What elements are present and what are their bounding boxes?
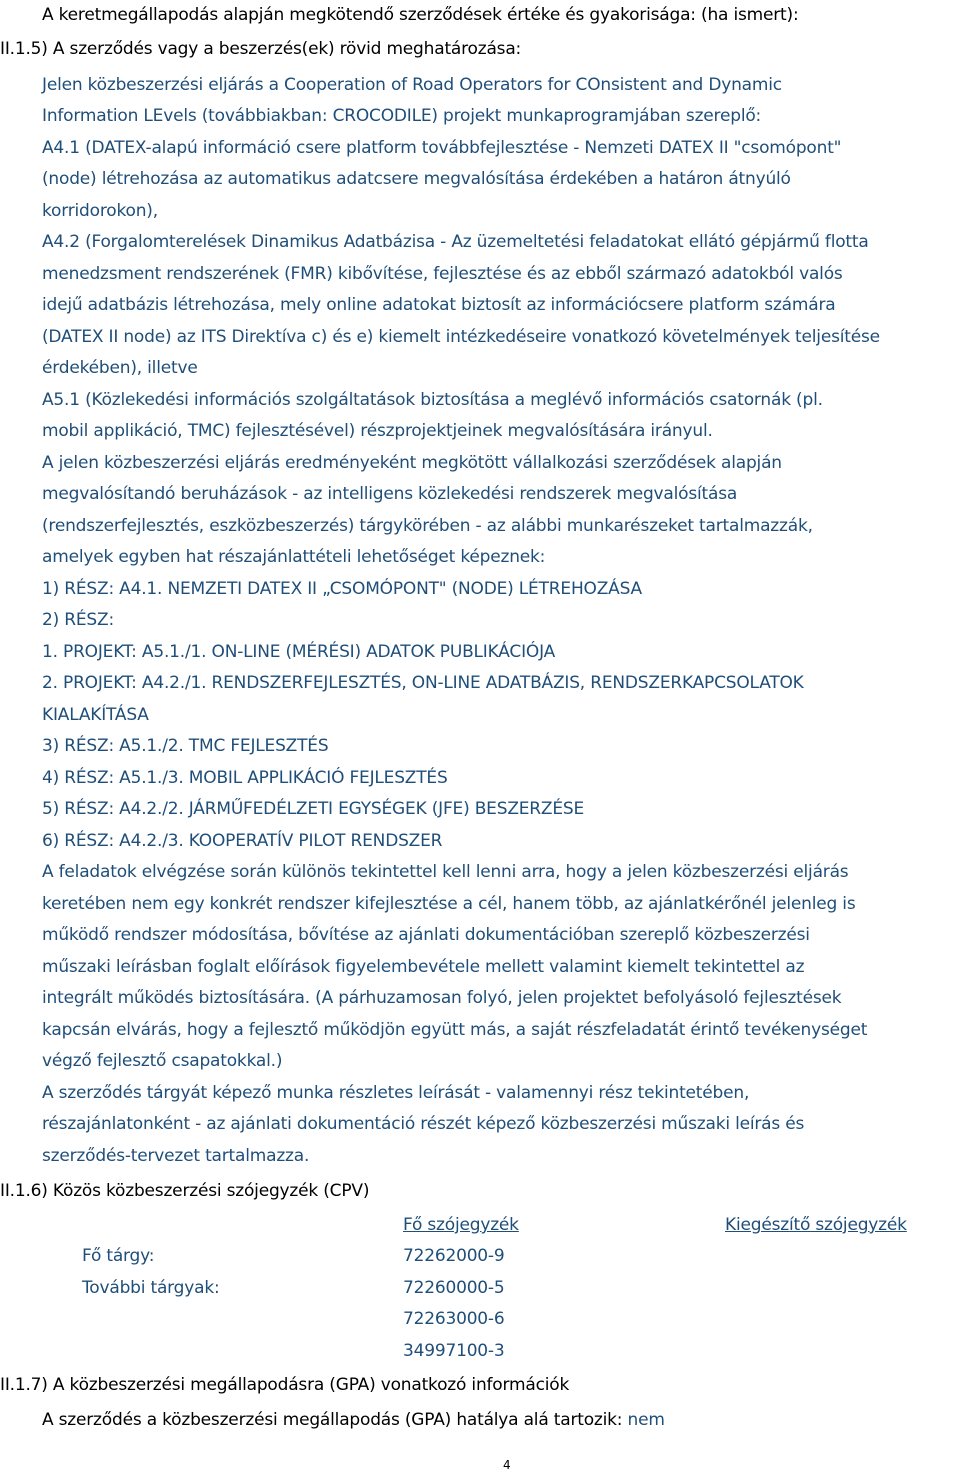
description-line: keretében nem egy konkrét rendszer kifejlesztése a cél, hanem több, az ajánlatkérőnél jelenleg is (42, 894, 856, 914)
description-line: korridorokon), (42, 201, 158, 221)
description-line: A feladatok elvégzése során különös tekintettel kell lenni arra, hogy a jelen közbeszerzési eljárás (42, 862, 849, 882)
lot-line: 2. PROJEKT: A4.2./1. RENDSZERFEJLESZTÉS, ON-LINE ADATBÁZIS, RENDSZERKAPCSOLATOK (42, 673, 804, 693)
section-heading-ii-1-5: II.1.5) A szerződés vagy a beszerzés(ek) rövid meghatározása: (0, 39, 522, 59)
cpv-main-object-label: Fő tárgy: (82, 1246, 155, 1266)
cpv-main-code: 72262000-9 (403, 1246, 505, 1266)
cpv-additional-objects-label: További tárgyak: (82, 1278, 220, 1298)
description-line: integrált működés biztosítására. (A párhuzamosan folyó, jelen projektet befolyásoló fejlesztések (42, 988, 842, 1008)
description-line: műszaki leírásban foglalt előírások figyelembevétele mellett valamint kiemelt tekintettel az (42, 957, 805, 977)
lot-line: 3) RÉSZ: A5.1./2. TMC FEJLESZTÉS (42, 736, 329, 756)
description-line: mobil applikáció, TMC) fejlesztésével) részprojektjeinek megvalósítására irányul. (42, 421, 713, 441)
cpv-supplementary-vocabulary-header: Kiegészítő szójegyzék (725, 1215, 907, 1235)
cpv-additional-code: 34997100-3 (403, 1341, 505, 1361)
description-line: A4.2 (Forgalomterelések Dinamikus Adatbázisa - Az üzemeltetési feladatokat ellátó gépjármű flotta (42, 232, 869, 252)
description-line: szerződés-tervezet tartalmazza. (42, 1146, 310, 1166)
description-line: Information LEvels (továbbiakban: CROCODILE) projekt munkaprogramjában szereplő: (42, 106, 762, 126)
lot-line: 2) RÉSZ: (42, 610, 114, 630)
description-line: (DATEX II node) az ITS Direktíva c) és e) kiemelt intézkedéseire vonatkozó követelmények teljesítése (42, 327, 880, 347)
description-line: A szerződés tárgyát képező munka részletes leírását - valamennyi rész tekintetében, (42, 1083, 750, 1103)
gpa-statement (42, 1409, 665, 1431)
framework-value-line: A keretmegállapodás alapján megkötendő szerződések értéke és gyakorisága: (ha ismert): (42, 5, 799, 25)
cpv-main-vocabulary-header: Fő szójegyzék (403, 1215, 519, 1235)
description-line: végző fejlesztő csapatokkal.) (42, 1051, 283, 1071)
cpv-additional-code: 72263000-6 (403, 1309, 505, 1329)
description-line: menedzsment rendszerének (FMR) kibővítése, fejlesztése és az ebből származó adatokból valós (42, 264, 843, 284)
lot-line: 6) RÉSZ: A4.2./3. KOOPERATÍV PILOT RENDSZER (42, 831, 443, 851)
lot-line: 1) RÉSZ: A4.1. NEMZETI DATEX II „CSOMÓPONT" (NODE) LÉTREHOZÁSA (42, 579, 642, 599)
description-line: idejű adatbázis létrehozása, mely online adatokat biztosít az információcsere platform számára (42, 295, 836, 315)
description-line: amelyek egyben hat részajánlattételi lehetőséget képeznek: (42, 547, 546, 567)
description-line: (node) létrehozása az automatikus adatcsere megvalósítása érdekében a határon átnyúló (42, 169, 791, 189)
lot-line: 1. PROJEKT: A5.1./1. ON-LINE (MÉRÉSI) ADATOK PUBLIKÁCIÓJA (42, 642, 556, 662)
description-line: érdekében), illetve (42, 358, 198, 378)
section-heading-ii-1-6: II.1.6) Közös közbeszerzési szójegyzék (CPV) (0, 1181, 370, 1201)
lot-line: KIALAKÍTÁSA (42, 705, 149, 725)
description-line: működő rendszer módosítása, bővítése az ajánlati dokumentációban szereplő közbeszerzési (42, 925, 810, 945)
gpa-question: A szerződés a közbeszerzési megállapodás (GPA) hatálya alá tartozik: (42, 1410, 623, 1430)
description-line: A4.1 (DATEX-alapú információ csere platform továbbfejlesztése - Nemzeti DATEX II "csomópont" (42, 138, 842, 158)
description-line: megvalósítandó beruházások - az intelligens közlekedési rendszerek megvalósítása (42, 484, 738, 504)
lot-line: 4) RÉSZ: A5.1./3. MOBIL APPLIKÁCIÓ FEJLESZTÉS (42, 768, 448, 788)
lot-line: 5) RÉSZ: A4.2./2. JÁRMŰFEDÉLZETI EGYSÉGEK (JFE) BESZERZÉSE (42, 799, 585, 819)
description-line: A jelen közbeszerzési eljárás eredményeként megkötött vállalkozási szerződések alapján (42, 453, 782, 473)
page-number: 4 (503, 1458, 511, 1472)
gpa-answer: nem (627, 1410, 665, 1430)
section-heading-ii-1-7: II.1.7) A közbeszerzési megállapodásra (GPA) vonatkozó információk (0, 1375, 570, 1395)
description-line: (rendszerfejlesztés, eszközbeszerzés) tárgykörében - az alábbi munkarészeket tartalmazzák, (42, 516, 813, 536)
description-line: részajánlatonként - az ajánlati dokumentáció részét képező közbeszerzési műszaki leírás és (42, 1114, 805, 1134)
description-line: kapcsán elvárás, hogy a fejlesztő működjön együtt más, a saját részfeladatát érintő tevékenységet (42, 1020, 868, 1040)
cpv-additional-code: 72260000-5 (403, 1278, 505, 1298)
description-line: Jelen közbeszerzési eljárás a Cooperation of Road Operators for COnsistent and Dynamic (42, 75, 782, 95)
description-line: A5.1 (Közlekedési információs szolgáltatások biztosítása a meglévő információs csatornák (pl. (42, 390, 823, 410)
